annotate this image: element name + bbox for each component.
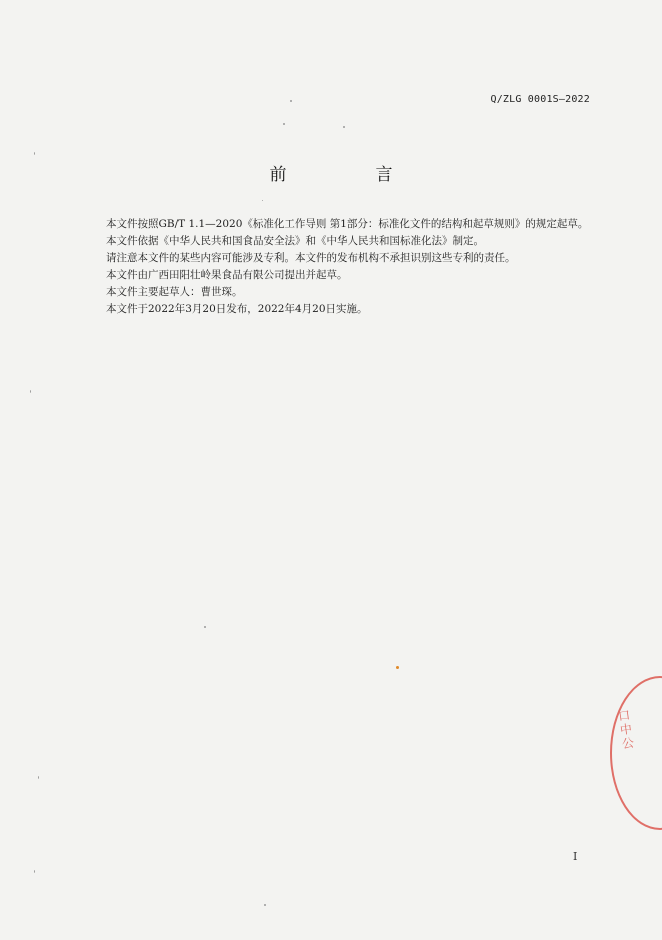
paragraph-drafting-rules: 本文件按照GB/T 1.1—2020《标准化工作导则 第1部分：标准化文件的结构和起草规则》的规定起草。 — [106, 218, 589, 230]
foreword-body — [85, 216, 605, 318]
speck — [34, 152, 35, 155]
orange-speck — [396, 666, 399, 669]
speck — [343, 126, 345, 128]
speck — [262, 200, 263, 201]
paragraph-patent-notice: 请注意本文件的某些内容可能涉及专利。本文件的发布机构不承担识别这些专利的责任。 — [106, 252, 516, 264]
document-code: Q/ZLG 0001S—2022 — [490, 94, 590, 105]
speck — [38, 776, 39, 779]
speck — [30, 390, 31, 393]
paragraph-dates: 本文件于2022年3月20日发布，2022年4月20日实施。 — [106, 303, 368, 315]
seal-text: 口中公 — [617, 707, 635, 752]
page-number: I — [573, 850, 578, 863]
speck — [283, 123, 285, 125]
speck — [204, 626, 206, 628]
paragraph-drafter: 本文件主要起草人：曹世琛。 — [106, 286, 243, 298]
paragraph-legal-basis: 本文件依据《中华人民共和国食品安全法》和《中华人民共和国标准化法》制定。 — [106, 235, 484, 247]
speck — [290, 100, 292, 102]
speck — [34, 870, 35, 873]
official-seal-stamp — [610, 676, 662, 830]
page-title: 前 言 — [269, 165, 429, 185]
paragraph-proposer: 本文件由广西田阳壮岭果食品有限公司提出并起草。 — [106, 269, 348, 281]
speck — [264, 904, 266, 906]
